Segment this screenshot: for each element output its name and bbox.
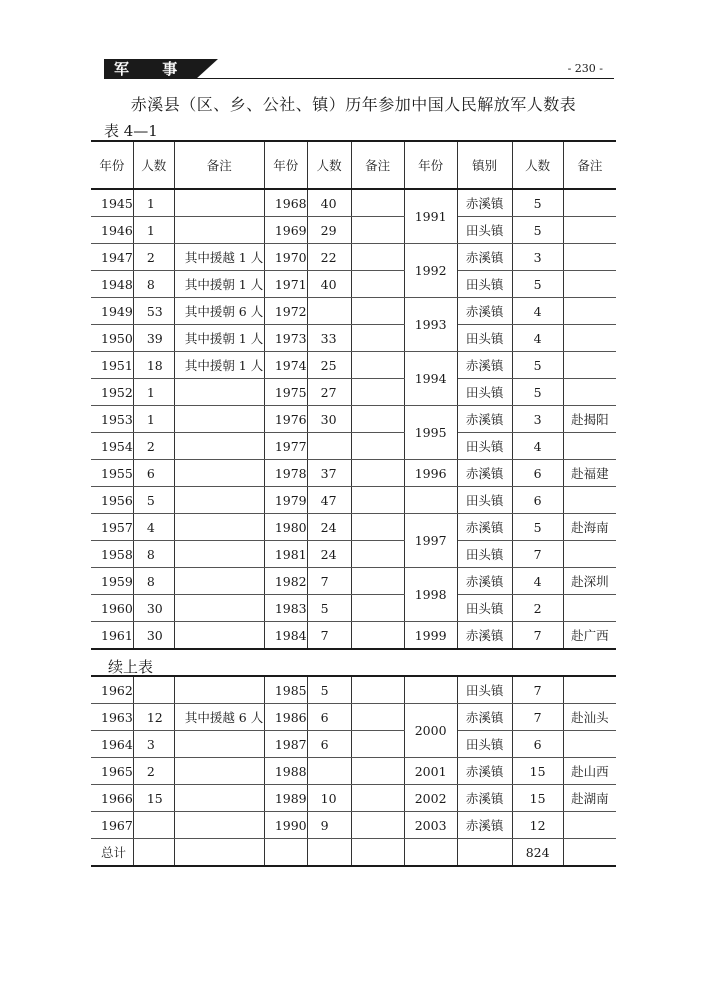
note-cell xyxy=(351,406,404,433)
year-cell: 1974 xyxy=(264,352,307,379)
note-cell xyxy=(174,379,264,406)
year-cell: 1975 xyxy=(264,379,307,406)
note-cell xyxy=(174,568,264,595)
town-cell: 田头镇 xyxy=(457,271,512,298)
note-cell xyxy=(174,676,264,704)
town-cell: 田头镇 xyxy=(457,217,512,244)
year-cell: 1973 xyxy=(264,325,307,352)
town-cell: 田头镇 xyxy=(457,325,512,352)
count-cell xyxy=(307,758,351,785)
table-row xyxy=(91,433,616,460)
year-cell: 1950 xyxy=(91,325,133,352)
year-group-cell: 1998 xyxy=(404,568,457,622)
count-cell: 7 xyxy=(307,622,351,650)
note-cell xyxy=(174,785,264,812)
note-cell xyxy=(351,244,404,271)
count-cell: 12 xyxy=(133,704,174,731)
note-cell xyxy=(563,731,616,758)
column-header: 人数 xyxy=(512,141,563,189)
note-cell xyxy=(351,487,404,514)
page-title: 赤溪县（区、乡、公社、镇）历年参加中国人民解放军人数表 xyxy=(130,95,577,114)
note-cell xyxy=(174,758,264,785)
note-cell xyxy=(174,217,264,244)
count-cell: 22 xyxy=(307,244,351,271)
year-cell: 1978 xyxy=(264,460,307,487)
town-cell: 赤溪镇 xyxy=(457,568,512,595)
table-row xyxy=(91,812,616,839)
town-cell: 赤溪镇 xyxy=(457,758,512,785)
count-cell: 12 xyxy=(512,812,563,839)
note-cell xyxy=(351,271,404,298)
header-rule xyxy=(104,78,614,79)
count-cell: 4 xyxy=(133,514,174,541)
note-cell xyxy=(563,487,616,514)
town-cell: 赤溪镇 xyxy=(457,785,512,812)
year-cell: 1947 xyxy=(91,244,133,271)
note-cell xyxy=(563,271,616,298)
table-row xyxy=(91,541,616,568)
note-cell xyxy=(563,433,616,460)
note-cell xyxy=(174,622,264,650)
town-cell: 田头镇 xyxy=(457,487,512,514)
note-cell: 赴福建 xyxy=(563,460,616,487)
count-cell: 7 xyxy=(512,704,563,731)
year-group-cell: 2001 xyxy=(404,758,457,785)
count-cell: 6 xyxy=(512,460,563,487)
note-cell xyxy=(351,541,404,568)
town-cell: 赤溪镇 xyxy=(457,622,512,650)
town-cell: 田头镇 xyxy=(457,595,512,622)
note-cell xyxy=(563,298,616,325)
town-cell xyxy=(457,839,512,867)
note-cell: 其中援越 6 人 xyxy=(174,704,264,731)
count-cell: 6 xyxy=(512,731,563,758)
year-cell: 1949 xyxy=(91,298,133,325)
count-cell: 5 xyxy=(512,189,563,217)
year-cell: 1989 xyxy=(264,785,307,812)
count-cell: 53 xyxy=(133,298,174,325)
year-cell: 1966 xyxy=(91,785,133,812)
count-cell: 2 xyxy=(133,758,174,785)
year-group-cell xyxy=(404,676,457,704)
note-cell xyxy=(563,595,616,622)
count-cell: 37 xyxy=(307,460,351,487)
count-cell: 6 xyxy=(307,704,351,731)
count-cell xyxy=(307,839,351,867)
count-cell xyxy=(307,298,351,325)
note-cell xyxy=(351,298,404,325)
count-cell: 9 xyxy=(307,812,351,839)
year-cell: 1969 xyxy=(264,217,307,244)
year-cell: 1985 xyxy=(264,676,307,704)
year-cell: 1968 xyxy=(264,189,307,217)
column-header: 年份 xyxy=(264,141,307,189)
count-cell: 5 xyxy=(512,514,563,541)
year-cell: 1962 xyxy=(91,676,133,704)
count-cell: 2 xyxy=(512,595,563,622)
town-cell: 田头镇 xyxy=(457,676,512,704)
count-cell: 30 xyxy=(307,406,351,433)
note-cell xyxy=(174,460,264,487)
note-cell xyxy=(351,758,404,785)
continued-label: 续上表 xyxy=(108,658,154,676)
note-cell xyxy=(174,189,264,217)
count-cell: 6 xyxy=(512,487,563,514)
note-cell xyxy=(351,731,404,758)
note-cell: 其中援朝 1 人 xyxy=(174,352,264,379)
note-cell xyxy=(174,433,264,460)
count-cell: 4 xyxy=(512,433,563,460)
count-cell: 1 xyxy=(133,189,174,217)
town-cell: 赤溪镇 xyxy=(457,244,512,271)
count-cell: 47 xyxy=(307,487,351,514)
year-group-cell: 2000 xyxy=(404,704,457,758)
count-cell: 15 xyxy=(512,785,563,812)
count-cell: 7 xyxy=(512,622,563,650)
count-cell: 5 xyxy=(307,676,351,704)
count-cell xyxy=(307,433,351,460)
town-cell: 赤溪镇 xyxy=(457,406,512,433)
note-cell xyxy=(563,812,616,839)
note-cell xyxy=(563,217,616,244)
note-cell xyxy=(563,244,616,271)
year-cell: 1982 xyxy=(264,568,307,595)
year-cell: 1958 xyxy=(91,541,133,568)
note-cell: 赴汕头 xyxy=(563,704,616,731)
table-row xyxy=(91,352,616,379)
count-cell: 2 xyxy=(133,244,174,271)
count-cell: 1 xyxy=(133,379,174,406)
note-cell xyxy=(351,189,404,217)
table-row xyxy=(91,298,616,325)
column-header: 备注 xyxy=(563,141,616,189)
column-header: 人数 xyxy=(307,141,351,189)
count-cell: 5 xyxy=(307,595,351,622)
count-cell: 40 xyxy=(307,271,351,298)
count-cell: 18 xyxy=(133,352,174,379)
town-cell: 赤溪镇 xyxy=(457,460,512,487)
year-cell: 1977 xyxy=(264,433,307,460)
table-row xyxy=(91,839,616,867)
note-cell xyxy=(351,352,404,379)
town-cell: 田头镇 xyxy=(457,731,512,758)
note-cell xyxy=(174,595,264,622)
note-cell: 赴湖南 xyxy=(563,785,616,812)
year-group-cell: 1994 xyxy=(404,352,457,406)
year-cell: 1945 xyxy=(91,189,133,217)
year-group-cell: 1999 xyxy=(404,622,457,650)
year-cell: 1971 xyxy=(264,271,307,298)
note-cell xyxy=(351,595,404,622)
count-cell: 8 xyxy=(133,568,174,595)
count-cell: 4 xyxy=(512,568,563,595)
year-cell: 1957 xyxy=(91,514,133,541)
note-cell xyxy=(351,785,404,812)
count-cell: 5 xyxy=(512,217,563,244)
year-cell: 1965 xyxy=(91,758,133,785)
count-cell xyxy=(133,676,174,704)
note-cell xyxy=(351,460,404,487)
year-cell: 1960 xyxy=(91,595,133,622)
year-cell: 1990 xyxy=(264,812,307,839)
column-header: 备注 xyxy=(174,141,264,189)
note-cell xyxy=(563,839,616,867)
count-cell: 5 xyxy=(512,352,563,379)
year-cell xyxy=(264,839,307,867)
year-cell: 1955 xyxy=(91,460,133,487)
year-cell: 1953 xyxy=(91,406,133,433)
year-cell: 1967 xyxy=(91,812,133,839)
table-row xyxy=(91,271,616,298)
table-row xyxy=(91,406,616,433)
year-cell: 1970 xyxy=(264,244,307,271)
note-cell xyxy=(563,379,616,406)
note-cell xyxy=(351,379,404,406)
note-cell xyxy=(351,433,404,460)
town-cell: 赤溪镇 xyxy=(457,189,512,217)
year-group-cell xyxy=(404,487,457,514)
year-cell: 1948 xyxy=(91,271,133,298)
year-cell: 1976 xyxy=(264,406,307,433)
town-cell: 田头镇 xyxy=(457,433,512,460)
page-number: - 230 - xyxy=(567,62,603,75)
count-cell: 2 xyxy=(133,433,174,460)
note-cell xyxy=(351,568,404,595)
year-cell: 总计 xyxy=(91,839,133,867)
note-cell xyxy=(174,839,264,867)
note-cell: 赴山西 xyxy=(563,758,616,785)
note-cell: 其中援朝 1 人 xyxy=(174,271,264,298)
enlistment-table xyxy=(91,140,616,650)
table-row xyxy=(91,189,616,217)
count-cell: 7 xyxy=(512,676,563,704)
table-row xyxy=(91,785,616,812)
table-header-row xyxy=(91,141,616,189)
note-cell: 赴深圳 xyxy=(563,568,616,595)
note-cell: 赴揭阳 xyxy=(563,406,616,433)
town-cell: 赤溪镇 xyxy=(457,514,512,541)
year-cell: 1984 xyxy=(264,622,307,650)
year-cell: 1952 xyxy=(91,379,133,406)
table-row xyxy=(91,460,616,487)
section-name: 军 事 xyxy=(114,60,192,78)
note-cell xyxy=(351,704,404,731)
table-row xyxy=(91,514,616,541)
table-row xyxy=(91,217,616,244)
column-header: 年份 xyxy=(404,141,457,189)
year-cell: 1963 xyxy=(91,704,133,731)
year-cell: 1981 xyxy=(264,541,307,568)
note-cell: 其中援朝 6 人 xyxy=(174,298,264,325)
year-group-cell xyxy=(404,839,457,867)
column-header: 年份 xyxy=(91,141,133,189)
note-cell xyxy=(563,352,616,379)
column-header: 备注 xyxy=(351,141,404,189)
note-cell: 其中援越 1 人 xyxy=(174,244,264,271)
year-cell: 1972 xyxy=(264,298,307,325)
note-cell xyxy=(351,812,404,839)
count-cell: 29 xyxy=(307,217,351,244)
year-group-cell: 1996 xyxy=(404,460,457,487)
year-cell: 1946 xyxy=(91,217,133,244)
year-cell: 1961 xyxy=(91,622,133,650)
column-header: 人数 xyxy=(133,141,174,189)
table-row xyxy=(91,676,616,704)
table-row xyxy=(91,379,616,406)
note-cell: 赴海南 xyxy=(563,514,616,541)
column-header: 镇别 xyxy=(457,141,512,189)
count-cell: 7 xyxy=(307,568,351,595)
year-group-cell: 1991 xyxy=(404,189,457,244)
count-cell: 30 xyxy=(133,595,174,622)
table-row xyxy=(91,487,616,514)
year-cell: 1964 xyxy=(91,731,133,758)
year-cell: 1987 xyxy=(264,731,307,758)
table-row xyxy=(91,595,616,622)
note-cell xyxy=(351,514,404,541)
count-cell: 3 xyxy=(133,731,174,758)
count-cell: 1 xyxy=(133,406,174,433)
count-cell: 5 xyxy=(512,379,563,406)
section-tab-slant xyxy=(196,59,218,79)
count-cell: 7 xyxy=(512,541,563,568)
note-cell xyxy=(351,839,404,867)
town-cell: 赤溪镇 xyxy=(457,704,512,731)
count-cell: 6 xyxy=(133,460,174,487)
note-cell xyxy=(174,487,264,514)
note-cell xyxy=(174,514,264,541)
note-cell xyxy=(351,676,404,704)
count-cell: 5 xyxy=(512,271,563,298)
year-cell: 1980 xyxy=(264,514,307,541)
count-cell: 40 xyxy=(307,189,351,217)
count-cell: 15 xyxy=(512,758,563,785)
table-row xyxy=(91,568,616,595)
year-group-cell: 2003 xyxy=(404,812,457,839)
table-row xyxy=(91,622,616,650)
table-row xyxy=(91,731,616,758)
count-cell: 24 xyxy=(307,541,351,568)
count-cell: 4 xyxy=(512,298,563,325)
year-group-cell: 1993 xyxy=(404,298,457,352)
count-cell: 24 xyxy=(307,514,351,541)
note-cell xyxy=(174,812,264,839)
enlistment-table-continued xyxy=(91,675,616,867)
year-cell: 1951 xyxy=(91,352,133,379)
count-cell: 15 xyxy=(133,785,174,812)
year-cell: 1954 xyxy=(91,433,133,460)
year-group-cell: 1997 xyxy=(404,514,457,568)
note-cell xyxy=(351,325,404,352)
note-cell xyxy=(563,541,616,568)
note-cell xyxy=(351,622,404,650)
count-cell: 10 xyxy=(307,785,351,812)
count-cell: 8 xyxy=(133,541,174,568)
count-cell: 30 xyxy=(133,622,174,650)
table-row xyxy=(91,244,616,271)
count-cell: 1 xyxy=(133,217,174,244)
year-cell: 1983 xyxy=(264,595,307,622)
year-cell: 1986 xyxy=(264,704,307,731)
note-cell xyxy=(351,217,404,244)
count-cell: 27 xyxy=(307,379,351,406)
town-cell: 田头镇 xyxy=(457,541,512,568)
table-row xyxy=(91,758,616,785)
table-label: 表 4—1 xyxy=(104,122,158,140)
count-cell: 25 xyxy=(307,352,351,379)
year-cell: 1956 xyxy=(91,487,133,514)
count-cell: 4 xyxy=(512,325,563,352)
count-cell: 5 xyxy=(133,487,174,514)
count-cell: 3 xyxy=(512,406,563,433)
count-cell: 33 xyxy=(307,325,351,352)
count-cell: 8 xyxy=(133,271,174,298)
count-cell: 39 xyxy=(133,325,174,352)
note-cell xyxy=(174,406,264,433)
note-cell xyxy=(563,676,616,704)
note-cell xyxy=(563,189,616,217)
count-cell xyxy=(133,839,174,867)
town-cell: 赤溪镇 xyxy=(457,352,512,379)
year-group-cell: 1992 xyxy=(404,244,457,298)
table-row xyxy=(91,325,616,352)
year-cell: 1988 xyxy=(264,758,307,785)
note-cell: 其中援朝 1 人 xyxy=(174,325,264,352)
note-cell xyxy=(174,731,264,758)
note-cell: 赴广西 xyxy=(563,622,616,650)
year-group-cell: 1995 xyxy=(404,406,457,460)
note-cell xyxy=(174,541,264,568)
town-cell: 赤溪镇 xyxy=(457,298,512,325)
count-cell: 824 xyxy=(512,839,563,867)
year-cell: 1959 xyxy=(91,568,133,595)
table-row xyxy=(91,704,616,731)
count-cell: 6 xyxy=(307,731,351,758)
year-group-cell: 2002 xyxy=(404,785,457,812)
town-cell: 田头镇 xyxy=(457,379,512,406)
note-cell xyxy=(563,325,616,352)
count-cell xyxy=(133,812,174,839)
town-cell: 赤溪镇 xyxy=(457,812,512,839)
count-cell: 3 xyxy=(512,244,563,271)
year-cell: 1979 xyxy=(264,487,307,514)
